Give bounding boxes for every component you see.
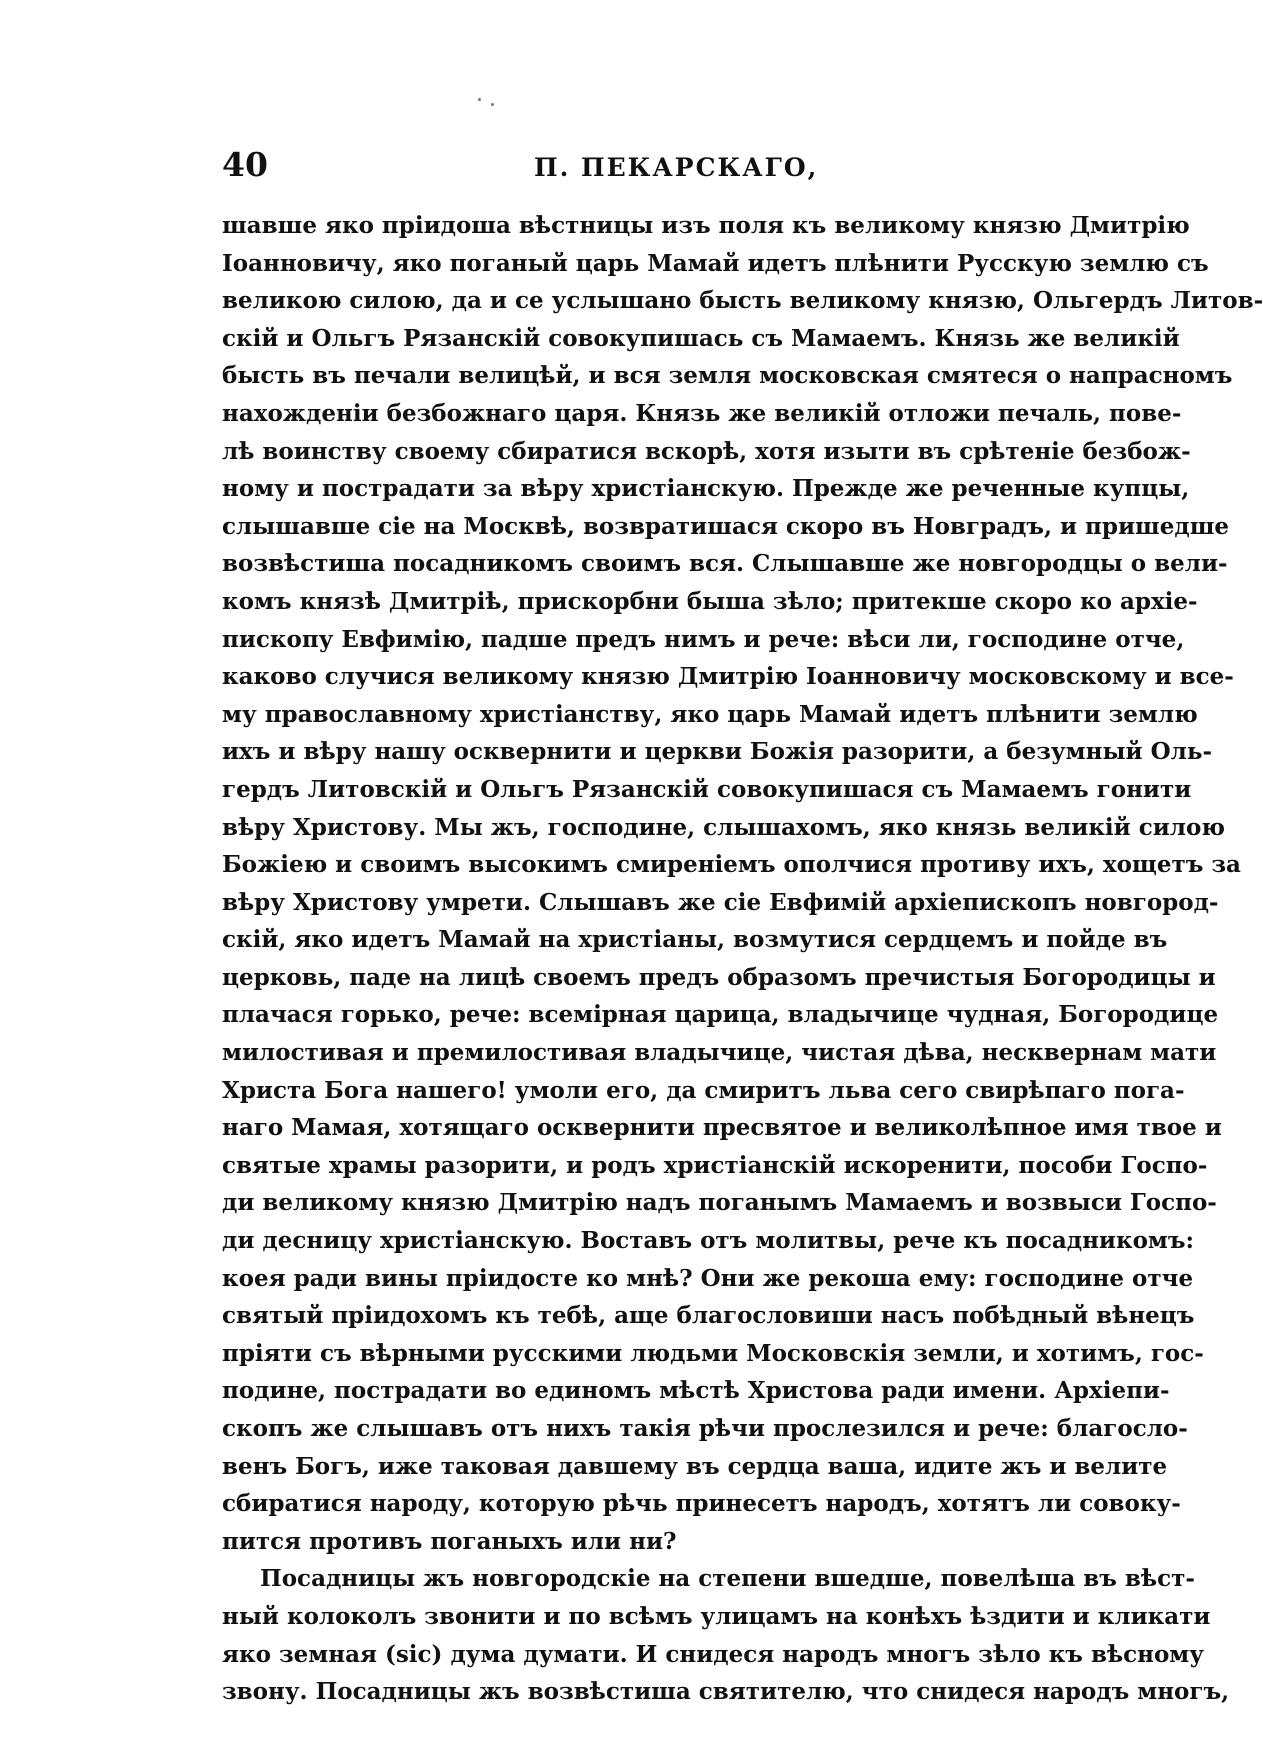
text-line: ди десницу христіанскую. Воставъ отъ молитвы, рече къ посадникомъ:: [222, 1227, 1195, 1255]
text-line: Божіею и своимъ высокимъ смиреніемъ ополчися противу ихъ, хощетъ за: [222, 851, 1241, 879]
running-head: П. ПЕКАРСКАГО,: [534, 153, 819, 182]
text-line: ихъ и вѣру нашу осквернити и церкви Божія разорити, а безумный Оль-: [222, 738, 1212, 766]
text-line: Христа Бога нашего! умоли его, да смиритъ льва сего свирѣпаго пога-: [222, 1076, 1185, 1104]
text-line: скій и Ольгъ Рязанскій совокупишась съ Мамаемъ. Князь же великій: [222, 324, 1180, 352]
text-line: лѣ воинству своему сбиратися вскорѣ, хотя изыти въ срѣтеніе безбож-: [222, 437, 1191, 465]
text-line: скій, яко идетъ Мамай на христіаны, возмутися сердцемъ и пойде въ: [222, 926, 1168, 954]
text-line: вѣру Христову. Мы жъ, господине, слышахомъ, яко князь великій силою: [222, 813, 1225, 841]
scan-speck: [478, 98, 481, 101]
page-number: 40: [222, 145, 268, 184]
text-line: пится противъ поганыхъ или ни?: [222, 1527, 677, 1555]
text-line: ди великому князю Дмитрію надъ поганымъ Мамаемъ и возвыси Госпо-: [222, 1189, 1217, 1217]
text-line: Посадницы жъ новгородскіе на степени вшедше, повелѣша въ вѣст-: [260, 1565, 1195, 1593]
text-line: великою силою, да и се услышано бысть великому князю, Ольгердъ Литов-: [222, 287, 1263, 315]
text-line: церковь, паде на лицѣ своемъ предъ образомъ пречистыя Богородицы и: [222, 963, 1216, 991]
text-line: каково случися великому князю Дмитрію Іоанновичу московскому и все-: [222, 663, 1234, 691]
text-line: пископу Евфимію, падше предъ нимъ и рече: вѣси ли, господине отче,: [222, 625, 1185, 653]
text-line: вѣру Христову умрети. Слышавъ же сіе Евфимій архіепископъ новгород-: [222, 888, 1219, 916]
text-line: Іоанновичу, яко поганый царь Мамай идетъ плѣнити Русскую землю съ: [222, 249, 1209, 277]
text-line: святые храмы разорити, и родъ христіанскій искоренити, пособи Госпо-: [222, 1151, 1208, 1179]
text-line: ный колоколъ звонити и по всѣмъ улицамъ на конѣхъ ѣздити и кликати: [222, 1602, 1211, 1630]
text-line: звону. Посадницы жъ возвѣстиша святителю, что снидеся народъ многъ,: [222, 1678, 1230, 1706]
text-line: комъ князѣ Дмитріѣ, прискорбни быша зѣло; притекше скоро ко архіе-: [222, 587, 1198, 615]
text-line: милостивая и премилостивая владычице, чистая дѣва, несквернам мати: [222, 1039, 1217, 1067]
text-line: венъ Богъ, иже таковая давшему въ сердца ваша, идите жъ и велите: [222, 1452, 1168, 1480]
text-line: возвѣстиша посадникомъ своимъ вся. Слышавше же новгородцы о вели-: [222, 550, 1228, 578]
text-line: плачася горько, рече: всемірная царица, владычице чудная, Богородице: [222, 1001, 1219, 1029]
text-line: наго Мамая, хотящаго осквернити пресвятое и великолѣпное имя твое и: [222, 1114, 1222, 1142]
text-line: нахожденіи безбожнаго царя. Князь же великій отложи печаль, пове-: [222, 399, 1182, 427]
text-line: бысть въ печали велицѣй, и вся земля московская смятеся о напрасномъ: [222, 362, 1233, 390]
text-line: шавше яко пріидоша вѣстницы изъ поля къ великому князю Дмитрію: [222, 212, 1190, 239]
scan-speck: [491, 103, 494, 106]
text-line: святый пріидохомъ къ тебѣ, аще благословиши насъ побѣдный вѣнецъ: [222, 1302, 1195, 1330]
text-line: гердъ Литовскій и Ольгъ Рязанскій совокупишася съ Мамаемъ гонити: [222, 775, 1192, 803]
text-line: слышавше сіе на Москвѣ, возвратишася скоро въ Новградъ, и пришедше: [222, 512, 1230, 540]
text-line: пріяти съ вѣрными русскими людьми Московскія земли, и хотимъ, гос-: [222, 1339, 1204, 1367]
text-line: коея ради вины пріидосте ко мнѣ? Они же рекоша ему: господине отче: [222, 1264, 1194, 1292]
text-line: яко земная (sic) дума думати. И снидеся народъ многъ зѣло къ вѣсному: [222, 1640, 1204, 1668]
text-line: подине, пострадати во единомъ мѣстѣ Христова ради имени. Архіепи-: [222, 1377, 1170, 1405]
text-line: скопъ же слышавъ отъ нихъ такія рѣчи прослезился и рече: благосло-: [222, 1415, 1188, 1442]
text-line: му православному христіанству, яко царь Мамай идетъ плѣнити землю: [222, 700, 1198, 728]
text-line: ному и пострадати за вѣру христіанскую. Прежде же реченные купцы,: [222, 475, 1190, 503]
text-line: сбиратися народу, которую рѣчь принесетъ народъ, хотятъ ли совоку-: [222, 1490, 1181, 1518]
body-text: [222, 207, 1263, 1711]
